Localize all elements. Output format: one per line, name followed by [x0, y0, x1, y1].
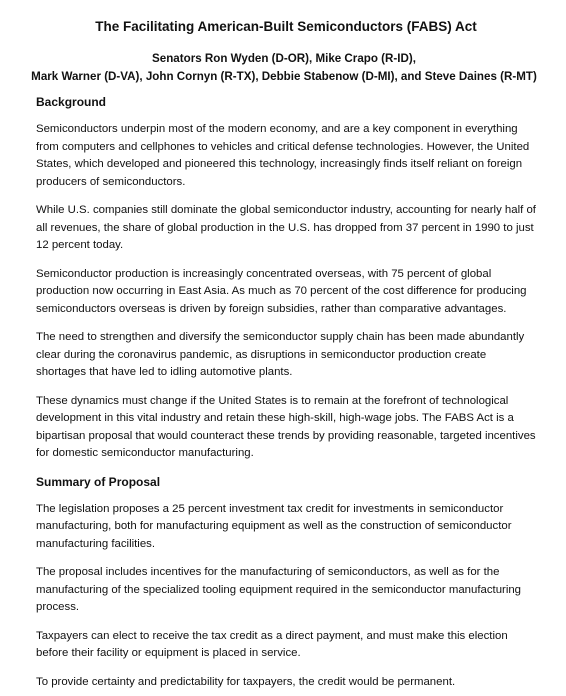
section-background: [36, 94, 536, 463]
sponsors-line-1: Senators Ron Wyden (D-OR), Mike Crapo (R-ID),: [152, 52, 416, 65]
section-heading-summary: Summary of Proposal: [36, 474, 161, 489]
summary-paragraph-3: Taxpayers can elect to receive the tax credit as a direct payment, and must make this election before their facility or equipment is placed in service.: [36, 629, 508, 659]
background-paragraph-4: The need to strengthen and diversify the semiconductor supply chain has been made abundantly clear during the coronavirus pandemic, as disruptions in semiconductor production create shortages that have led to idling automotive plants.: [36, 331, 525, 378]
sponsors-line-2: Mark Warner (D-VA), John Cornyn (R-TX), Debbie Stabenow (D-MI), and Steve Daines (R-MT): [31, 70, 537, 83]
section-summary: [36, 474, 536, 692]
background-paragraph-2: While U.S. companies still dominate the global semiconductor industry, accounting for nearly half of all revenues, the share of global production in the U.S. has dropped from 37 percent in 1990 to just 12 percent today.: [36, 204, 536, 251]
section-heading-background: Background: [36, 95, 107, 109]
summary-paragraph-1: The legislation proposes a 25 percent investment tax credit for investments in semiconductor manufacturing, both for manufacturing equipment as well as the construction of semiconductor manufacturing facilities.: [36, 502, 512, 550]
background-paragraph-5: These dynamics must change if the United States is to remain at the forefront of technological development in this vital industry and retain these high-skill, high-wage jobs. The FABS Act is a bipartisan proposal that would counteract these trends by providing reasonable, targeted incentives for domestic semiconductor manufacturing.: [36, 394, 536, 459]
background-paragraph-3: Semiconductor production is increasingly concentrated overseas, with 75 percent of global production now occurring in East Asia. As much as 70 percent of the cost difference for producing semiconductors overseas is driven by foreign subsidies, rather than comparative advantages.: [36, 267, 527, 315]
document-title: The Facilitating American-Built Semiconductors (FABS) Act: [95, 19, 477, 34]
background-paragraph-1: Semiconductors underpin most of the modern economy, and are a key component in everything from computers and cellphones to vehicles and critical defense technologies. However, the United States, which developed and pioneered this technology, increasingly finds itself reliant on foreign producers of semiconductors.: [36, 123, 530, 188]
summary-paragraph-2: The proposal includes incentives for the manufacturing of semiconductors, as well as for the manufacturing of the specialized tooling equipment required in the semiconductor manufacturing process.: [36, 566, 522, 613]
summary-paragraph-4: To provide certainty and predictability for taxpayers, the credit would be permanent.: [36, 675, 456, 688]
sponsors-block: [22, 50, 546, 86]
